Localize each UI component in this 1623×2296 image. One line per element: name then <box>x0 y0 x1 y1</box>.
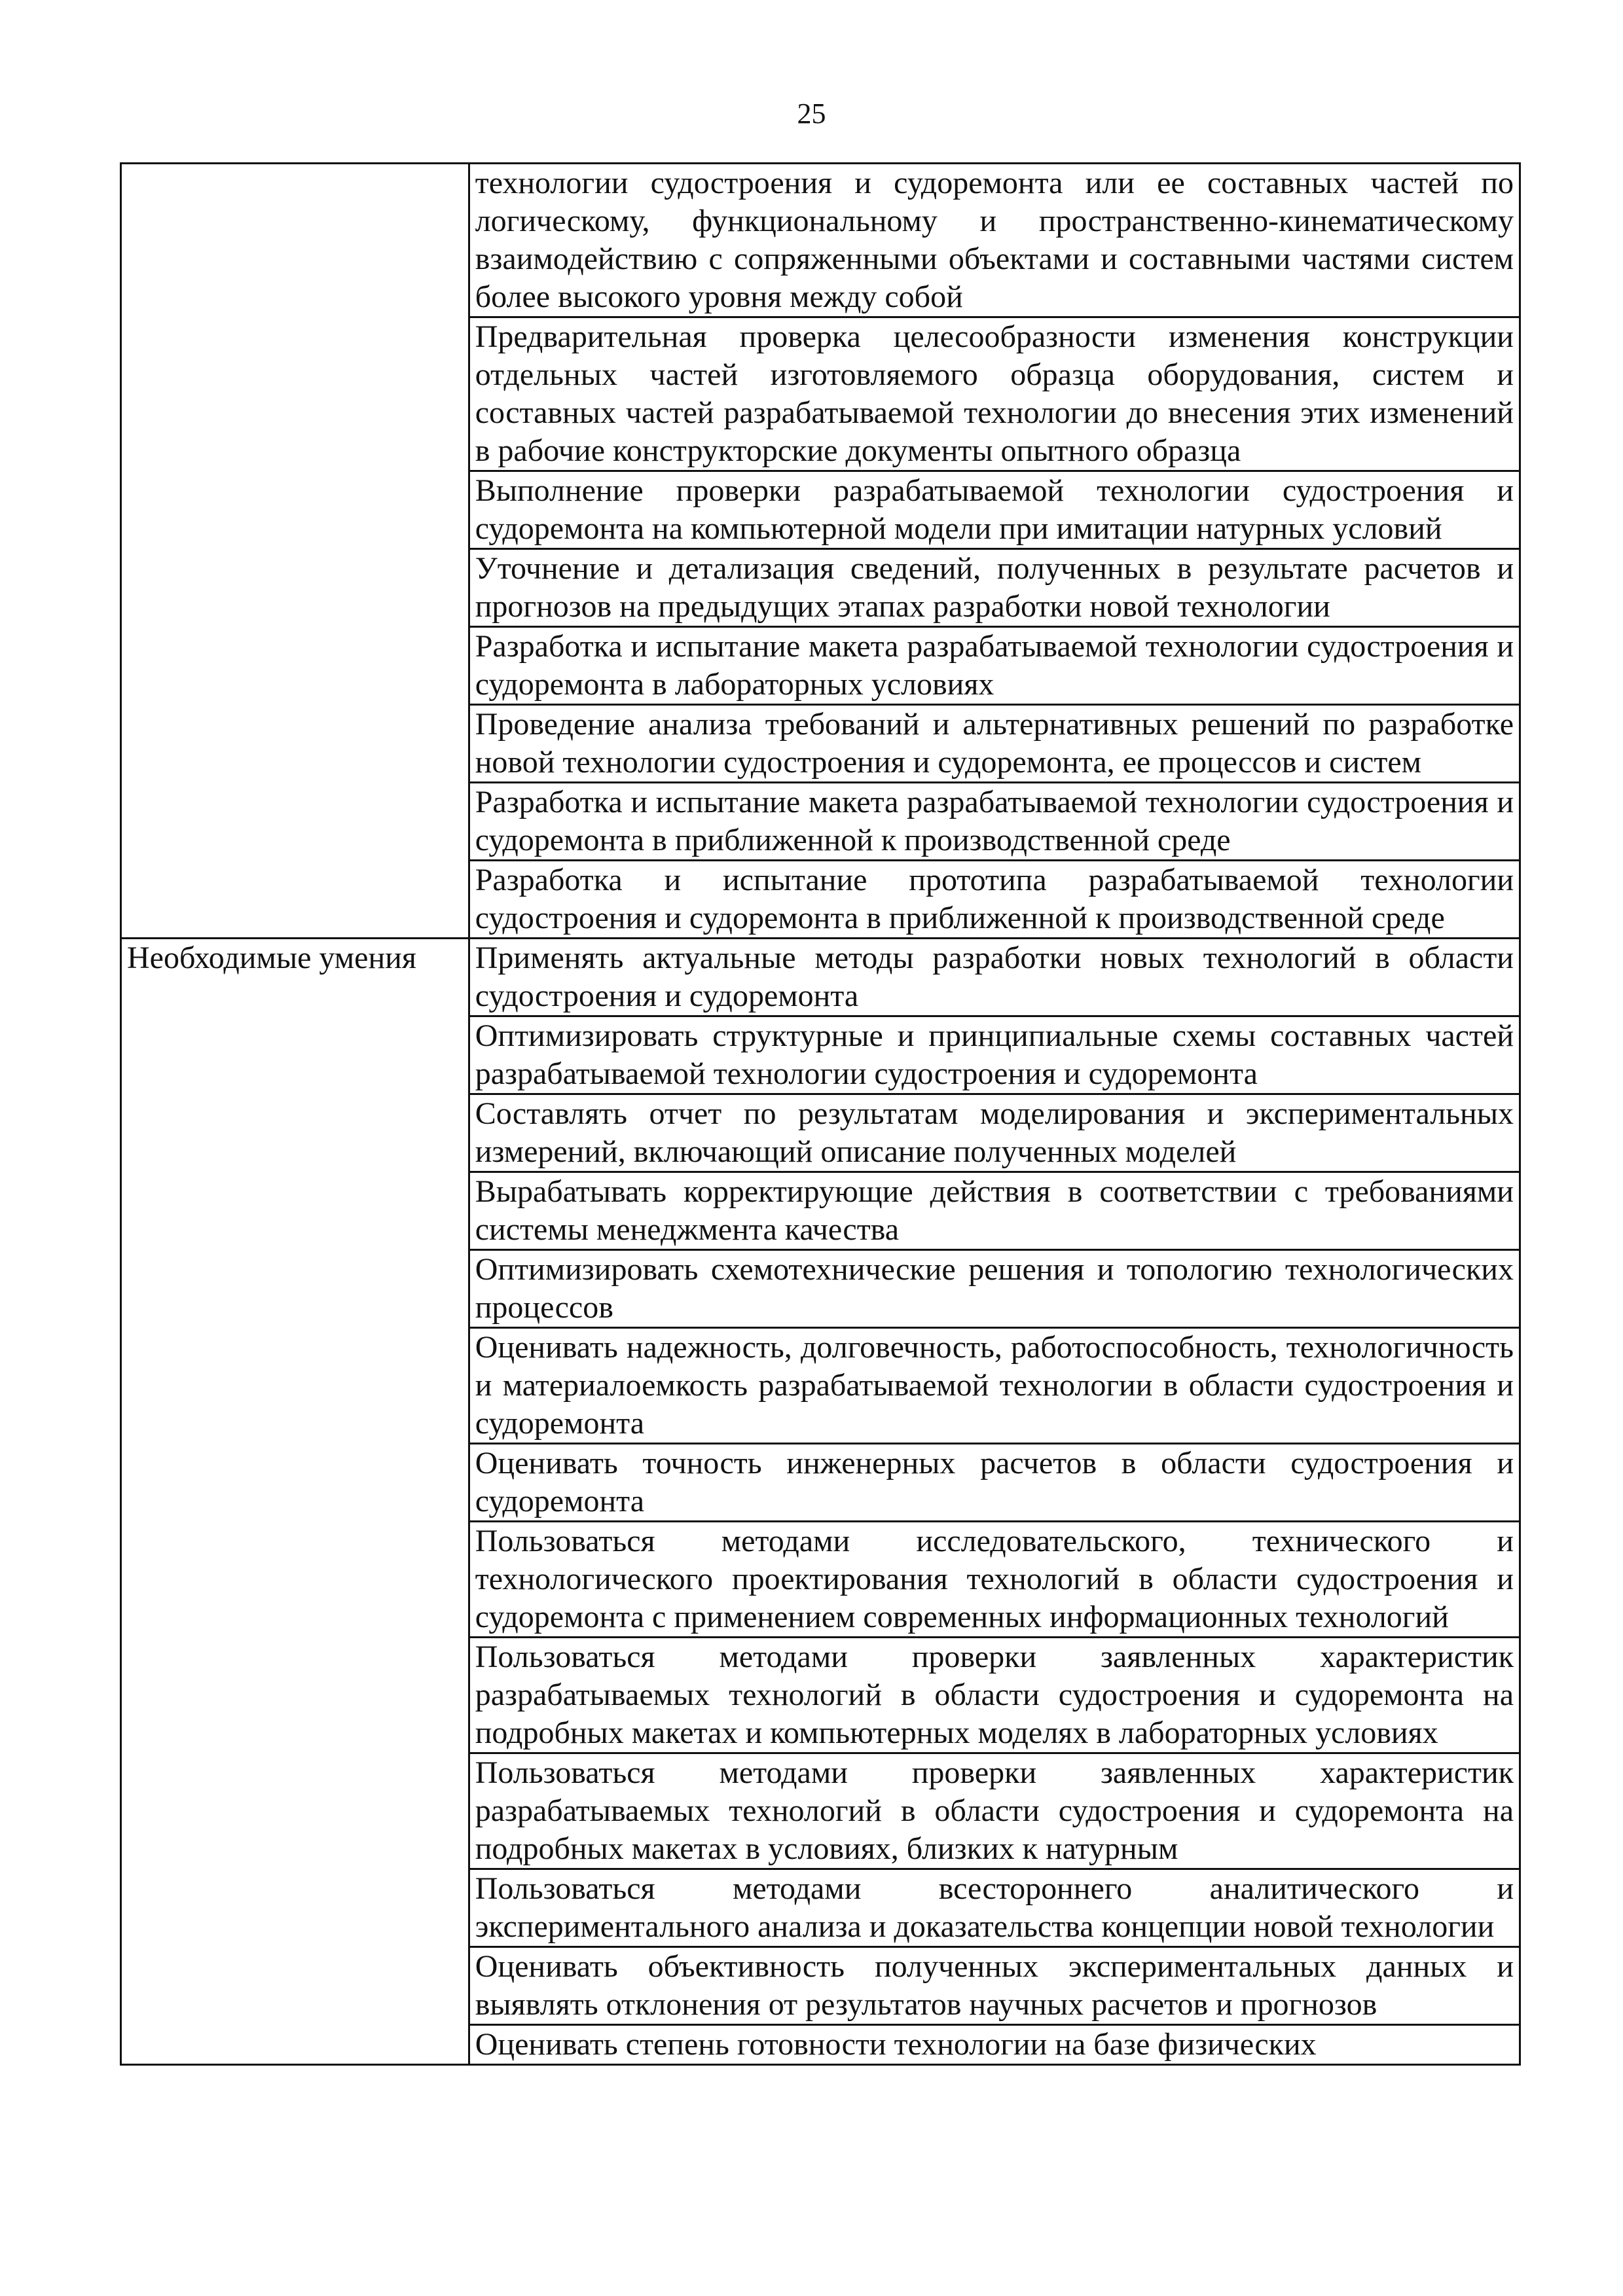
page-number: 25 <box>797 98 826 130</box>
table-cell: Разработка и испытание макета разрабатываемой технологии судостроения и судоремонта в лабораторных условиях <box>469 627 1520 705</box>
table-cell: Оптимизировать структурные и принципиальные схемы составных частей разрабатываемой технологии судостроения и судоремонта <box>469 1016 1520 1094</box>
table-cell: Составлять отчет по результатам моделирования и экспериментальных измерений, включающий описание полученных моделей <box>469 1094 1520 1172</box>
table-cell: Оценивать объективность полученных экспериментальных данных и выявлять отклонения от результатов научных расчетов и прогнозов <box>469 1947 1520 2025</box>
table-cell: Вырабатывать корректирующие действия в соответствии с требованиями системы менеджмента качества <box>469 1172 1520 1250</box>
table-cell: Разработка и испытание прототипа разрабатываемой технологии судостроения и судоремонта в приближенной к производственной среде <box>469 861 1520 939</box>
table-row <box>121 939 1520 1016</box>
table-cell: Разработка и испытание макета разрабатываемой технологии судостроения и судоремонта в приближенной к производственной среде <box>469 783 1520 861</box>
row-label-cell <box>121 164 469 939</box>
table-cell: Пользоваться методами проверки заявленных характеристик разрабатываемых технологий в области судостроения и судоремонта на подробных макетах и компьютерных моделях в лабораторных условиях <box>469 1638 1520 1753</box>
table-cell: Оценивать надежность, долговечность, работоспособность, технологичность и материалоемкость разрабатываемой технологии в области судостроения и судоремонта <box>469 1328 1520 1444</box>
table-cell: Пользоваться методами всестороннего аналитического и экспериментального анализа и доказательства концепции новой технологии <box>469 1869 1520 1947</box>
table-cell: Оценивать точность инженерных расчетов в области судостроения и судоремонта <box>469 1444 1520 1522</box>
table-cell: Уточнение и детализация сведений, полученных в результате расчетов и прогнозов на предыдущих этапах разработки новой технологии <box>469 549 1520 627</box>
table-cell: технологии судостроения и судоремонта или ее составных частей по логическому, функциональному и пространственно-кинематическому взаимодействию с сопряженными объектами и составными частями систем более высокого уровня между собой <box>469 164 1520 317</box>
table-cell: Применять актуальные методы разработки новых технологий в области судостроения и судоремонта <box>469 939 1520 1016</box>
table-cell: Предварительная проверка целесообразности изменения конструкции отдельных частей изготовляемого образца оборудования, систем и составных частей разрабатываемой технологии до внесения этих изменений в рабочие конструкторские документы опытного образца <box>469 317 1520 471</box>
competency-table <box>120 162 1521 2066</box>
table-cell: Выполнение проверки разрабатываемой технологии судостроения и судоремонта на компьютерной модели при имитации натурных условий <box>469 471 1520 549</box>
table-cell: Пользоваться методами проверки заявленных характеристик разрабатываемых технологий в области судостроения и судоремонта на подробных макетах в условиях, близких к натурным <box>469 1753 1520 1869</box>
row-label-cell-skills: Необходимые умения <box>121 939 469 2065</box>
table-cell: Оптимизировать схемотехнические решения и топологию технологических процессов <box>469 1250 1520 1328</box>
table-row <box>121 164 1520 317</box>
table-cell: Проведение анализа требований и альтернативных решений по разработке новой технологии судостроения и судоремонта, ее процессов и систем <box>469 705 1520 783</box>
table-cell: Пользоваться методами исследовательского, технического и технологического проектирования технологий в области судостроения и судоремонта с применением современных информационных технологий <box>469 1522 1520 1638</box>
table-cell: Оценивать степень готовности технологии на базе физических <box>469 2025 1520 2065</box>
